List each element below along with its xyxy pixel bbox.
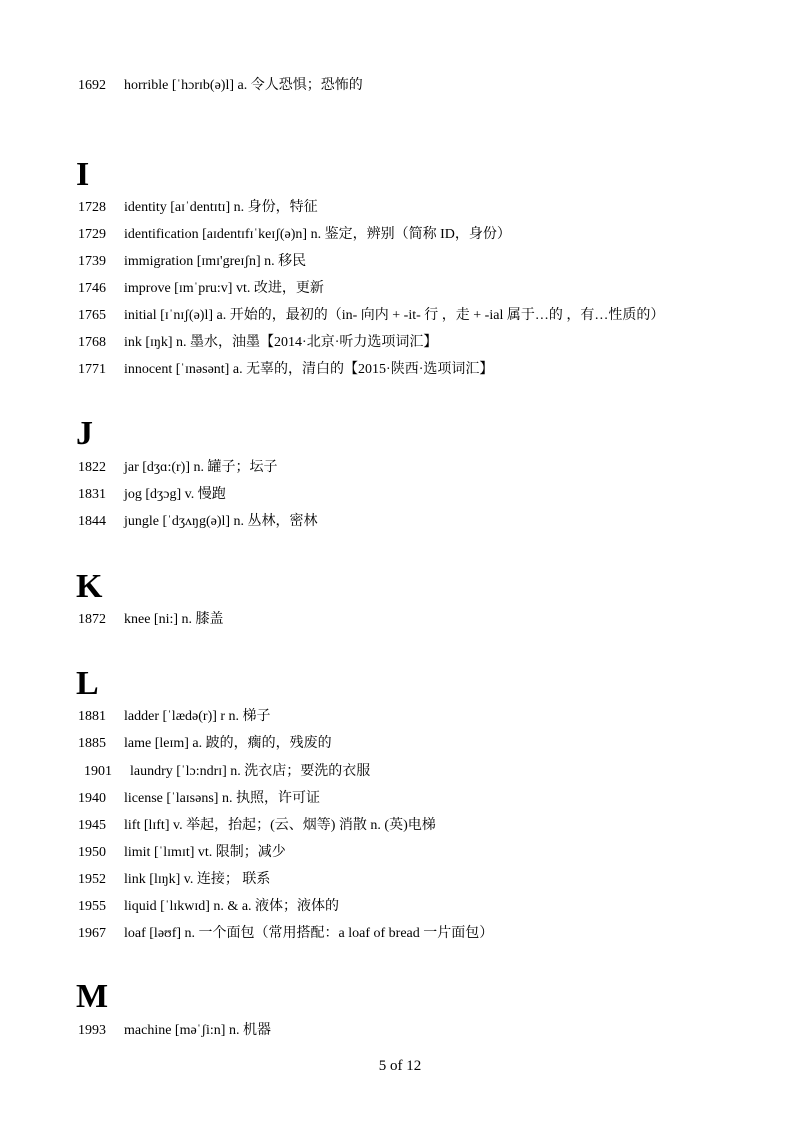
entry-number: 1945 (78, 818, 106, 833)
entry-number: 1739 (78, 254, 106, 269)
entry-number: 1728 (78, 200, 106, 215)
list-item (78, 76, 363, 96)
entry-text: limit [ˈlɪmɪt] vt. 限制；减少 (124, 845, 286, 860)
entry-text: loaf [ləʊf] n. 一个面包（常用搭配：a loaf of bread 一片面包） (124, 926, 494, 941)
entry-text: license [ˈlaɪsəns] n. 执照，许可证 (124, 791, 320, 806)
section-letter-heading: K (76, 568, 103, 605)
list-item (78, 198, 318, 218)
entry-text: ladder [ˈlædə(r)] r n. 梯子 (124, 709, 271, 724)
list-item (78, 924, 493, 944)
list-item (78, 707, 271, 727)
entry-number: 1844 (78, 514, 106, 529)
entry-text: identification [aɪdentɪfɪˈkeɪʃ(ə)n] n. 鉴定，辨别（简称 ID，身份） (124, 227, 511, 242)
entry-number: 1885 (78, 736, 106, 751)
entry-number: 1771 (78, 362, 106, 377)
entry-number: 1746 (78, 281, 106, 296)
entry-text: horrible [ˈhɔrɪb(ə)l] a. 令人恐惧；恐怖的 (124, 78, 363, 93)
entry-number: 1955 (78, 899, 106, 914)
entry-text: jar [dʒɑ:(r)] n. 罐子；坛子 (124, 460, 278, 475)
entry-number: 1765 (78, 308, 106, 323)
page-number-footer: 5 of 12 (378, 1058, 422, 1074)
entry-text: jog [dʒɔg] v. 慢跑 (124, 487, 226, 502)
list-item (78, 458, 278, 478)
section-letter-heading: L (76, 665, 99, 702)
list-item (78, 252, 306, 272)
entry-number: 1822 (78, 460, 106, 475)
entry-text: knee [ni:] n. 膝盖 (124, 612, 224, 627)
list-item (84, 762, 370, 782)
entry-text: immigration [ɪmɪ'greɪʃn] n. 移民 (124, 254, 307, 269)
list-item (78, 816, 436, 836)
section-letter-heading: M (76, 978, 109, 1015)
list-item (78, 225, 511, 245)
entry-number: 1729 (78, 227, 106, 242)
entry-text: lift [lɪft] v. 举起，抬起；(云、烟等) 消散 n. (英)电梯 (124, 818, 436, 833)
list-item (78, 789, 320, 809)
entry-text: link [lɪŋk] v. 连接； 联系 (124, 872, 271, 887)
entry-number: 1831 (78, 487, 106, 502)
entry-number: 1950 (78, 845, 106, 860)
entry-text: ink [ɪŋk] n. 墨水，油墨【2014·北京·听力选项词汇】 (124, 335, 438, 350)
entry-number: 1967 (78, 926, 106, 941)
section-letter-heading: I (76, 156, 90, 193)
entry-text: innocent [ˈɪnəsənt] a. 无辜的，清白的【2015·陕西·选项词汇】 (124, 362, 494, 377)
entry-number: 1881 (78, 709, 106, 724)
entry-text: machine [məˈʃi:n] n. 机器 (124, 1023, 271, 1038)
list-item (78, 360, 493, 380)
list-item (78, 843, 286, 863)
list-item (78, 870, 270, 890)
list-item (78, 512, 318, 532)
entry-text: improve [ɪmˈpru:v] vt. 改进，更新 (124, 281, 324, 296)
list-item (78, 279, 324, 299)
entry-number: 1692 (78, 78, 106, 93)
list-item (78, 897, 339, 917)
list-item (78, 610, 224, 630)
entry-text: identity [aɪˈdentɪtɪ] n. 身份，特征 (124, 200, 318, 215)
list-item (78, 734, 332, 754)
list-item (78, 485, 226, 505)
entry-number: 1768 (78, 335, 106, 350)
entry-number: 1993 (78, 1023, 106, 1038)
entry-number: 1952 (78, 872, 106, 887)
list-item (78, 1021, 271, 1041)
entry-text: liquid [ˈlɪkwɪd] n. & a. 液体；液体的 (124, 899, 340, 914)
entry-text: lame [leɪm] a. 跛的，瘸的，残废的 (124, 736, 332, 751)
list-item (78, 306, 664, 326)
entry-text: jungle [ˈdʒʌŋg(ə)l] n. 丛林，密林 (124, 514, 318, 529)
section-letter-heading: J (76, 415, 93, 452)
list-item (78, 333, 437, 353)
entry-text: laundry [ˈlɔ:ndrɪ] n. 洗衣店；要洗的衣服 (130, 764, 371, 779)
entry-number: 1901 (84, 764, 112, 779)
entry-text: initial [ɪˈnɪʃ(ə)l] a. 开始的，最初的（in- 向内 + -it- 行 ，走 + -ial 属于…的 ，有…性质的） (124, 308, 665, 323)
entry-number: 1872 (78, 612, 106, 627)
entry-number: 1940 (78, 791, 106, 806)
